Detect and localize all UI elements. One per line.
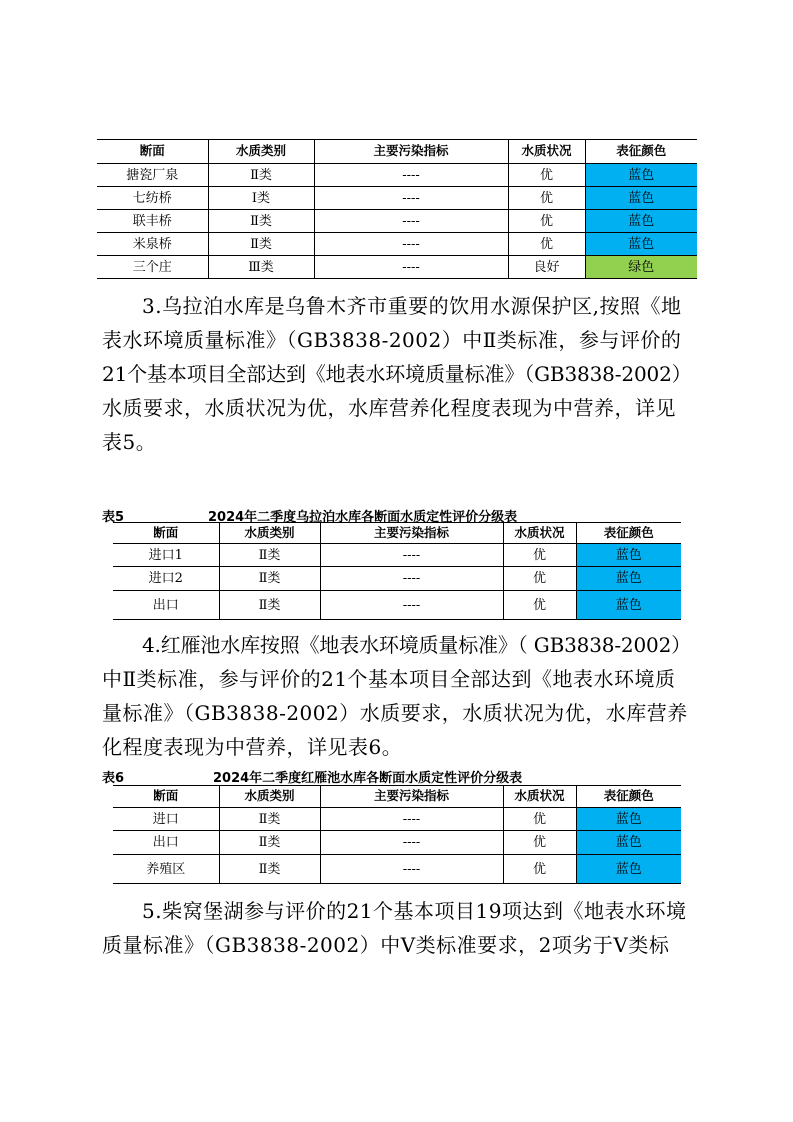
- table6-title: 2024年二季度红雁池水库各断面水质定性评价分级表: [213, 771, 523, 786]
- table-row: [97, 256, 697, 279]
- cell-section: 进口2: [113, 567, 219, 591]
- cell-section: 米泉桥: [97, 233, 208, 256]
- paragraph-line: 3.乌拉泊水库是乌鲁木齐市重要的饮用水源保护区,按照《地: [142, 294, 682, 318]
- cell-status: 优: [503, 808, 576, 831]
- water-quality-table-6: [113, 785, 681, 884]
- cell-pollutant: ----: [320, 831, 503, 855]
- cell-color: 蓝色: [585, 233, 697, 256]
- cell-class: Ⅱ类: [219, 591, 320, 620]
- paragraph-line: 量标准》（GB3838-2002）水质要求，水质状况为优，水库营养: [102, 701, 688, 725]
- paragraph-line: 中Ⅱ类标准，参与评价的21个基本项目全部达到《地表水环境质: [102, 667, 676, 691]
- cell-class: Ⅱ类: [208, 233, 314, 256]
- paragraph-line: 4.红雁池水库按照《地表水环境质量标准》（ GB3838-2002）: [142, 633, 692, 657]
- cell-status: 良好: [508, 256, 585, 279]
- table-row: [97, 187, 697, 210]
- header-section: 断面: [97, 140, 208, 164]
- cell-pollutant: ----: [314, 256, 508, 279]
- cell-class: Ⅱ类: [208, 164, 314, 187]
- table-row: [113, 591, 681, 620]
- cell-color: 绿色: [585, 256, 697, 279]
- cell-section: 三个庄: [97, 256, 208, 279]
- header-color: 表征颜色: [585, 140, 697, 164]
- cell-class: Ⅱ类: [219, 808, 320, 831]
- cell-section: 进口: [152, 811, 179, 827]
- cell-pollutant: ----: [320, 855, 503, 884]
- cell-class: Ⅰ类: [208, 187, 314, 210]
- cell-section: 进口1: [148, 547, 183, 563]
- table-row: [97, 164, 697, 187]
- cell-color: 蓝色: [576, 808, 681, 831]
- cell-color: 蓝色: [576, 855, 681, 884]
- cell-status: 优: [503, 544, 576, 567]
- cell-pollutant: ----: [320, 808, 503, 831]
- cell-status: 优: [508, 210, 585, 233]
- cell-status: 优: [503, 567, 576, 591]
- table-row: [113, 544, 681, 567]
- cell-pollutant: ----: [320, 544, 503, 567]
- cell-pollutant: ----: [320, 591, 503, 620]
- cell-color: 蓝色: [585, 210, 697, 233]
- header-pollutant: 主要污染指标: [320, 523, 503, 544]
- cell-section: 联丰桥: [97, 210, 208, 233]
- cell-section: 七纺桥: [97, 187, 208, 210]
- header-class: 水质类别: [219, 786, 320, 808]
- table5-label: 表5: [102, 510, 125, 525]
- cell-section: 养殖区: [113, 855, 219, 884]
- cell-status: 优: [508, 164, 585, 187]
- table-row: [97, 233, 697, 256]
- cell-status: 优: [503, 591, 576, 620]
- cell-class: Ⅱ类: [219, 855, 320, 884]
- cell-status: 优: [508, 233, 585, 256]
- paragraph-line: 21个基本项目全部达到《地表水环境质量标准》（GB3838-2002）: [102, 362, 692, 386]
- cell-pollutant: ----: [314, 210, 508, 233]
- cell-class: Ⅱ类: [219, 831, 320, 855]
- cell-pollutant: ----: [314, 233, 508, 256]
- water-quality-table-5: [113, 522, 681, 620]
- header-section: 断面: [113, 523, 219, 544]
- table-row: [113, 831, 681, 855]
- header-class: 水质类别: [208, 140, 314, 164]
- header-pollutant: 主要污染指标: [320, 786, 503, 808]
- header-status: 水质状况: [503, 786, 576, 808]
- paragraph-line: 表水环境质量标准》（GB3838-2002）中Ⅱ类标准，参与评价的: [102, 328, 682, 352]
- cell-color: 蓝色: [576, 567, 681, 591]
- cell-color: 蓝色: [585, 164, 697, 187]
- cell-class: Ⅱ类: [208, 210, 314, 233]
- cell-pollutant: ----: [314, 187, 508, 210]
- paragraph-line: 5.柴窝堡湖参与评价的21个基本项目19项达到《地表水环境: [142, 899, 687, 923]
- header-class: 水质类别: [219, 523, 320, 544]
- table-row: [113, 567, 681, 591]
- cell-section: 出口: [113, 591, 219, 620]
- cell-section: 搪瓷厂泉: [126, 167, 179, 183]
- table-row: [97, 210, 697, 233]
- table-header-row: [97, 140, 697, 164]
- header-section: 断面: [113, 786, 219, 808]
- paragraph-line: 表5。: [102, 430, 157, 454]
- water-quality-table-top: [97, 139, 697, 279]
- paragraph-line: 水质要求，水质状况为优，水库营养化程度表现为中营养，详见: [102, 396, 676, 420]
- table-header-row: [113, 786, 681, 808]
- table6-label: 表6: [102, 771, 125, 786]
- header-pollutant: 主要污染指标: [314, 140, 508, 164]
- table-row: [113, 855, 681, 884]
- paragraph-line: 质量标准》（GB3838-2002）中Ⅴ类标准要求，2项劣于Ⅴ类标: [102, 933, 670, 957]
- cell-color: 蓝色: [576, 544, 681, 567]
- table-row: [113, 808, 681, 831]
- paragraph-line: 化程度表现为中营养，详见表6。: [102, 735, 403, 759]
- cell-section: 出口: [113, 831, 219, 855]
- cell-status: 优: [503, 831, 576, 855]
- table5-title: 2024年二季度乌拉泊水库各断面水质定性评价分级表: [208, 510, 518, 525]
- header-color: 表征颜色: [576, 523, 681, 544]
- header-color: 表征颜色: [576, 786, 681, 808]
- table-header-row: [113, 523, 681, 544]
- header-status: 水质状况: [503, 523, 576, 544]
- cell-color: 蓝色: [585, 187, 697, 210]
- cell-color: 蓝色: [576, 591, 681, 620]
- cell-class: Ⅱ类: [219, 544, 320, 567]
- cell-class: Ⅱ类: [219, 567, 320, 591]
- cell-pollutant: ----: [314, 164, 508, 187]
- cell-status: 优: [508, 187, 585, 210]
- header-status: 水质状况: [508, 140, 585, 164]
- cell-class: Ⅲ类: [208, 256, 314, 279]
- cell-pollutant: ----: [320, 567, 503, 591]
- cell-color: 蓝色: [576, 831, 681, 855]
- cell-status: 优: [503, 855, 576, 884]
